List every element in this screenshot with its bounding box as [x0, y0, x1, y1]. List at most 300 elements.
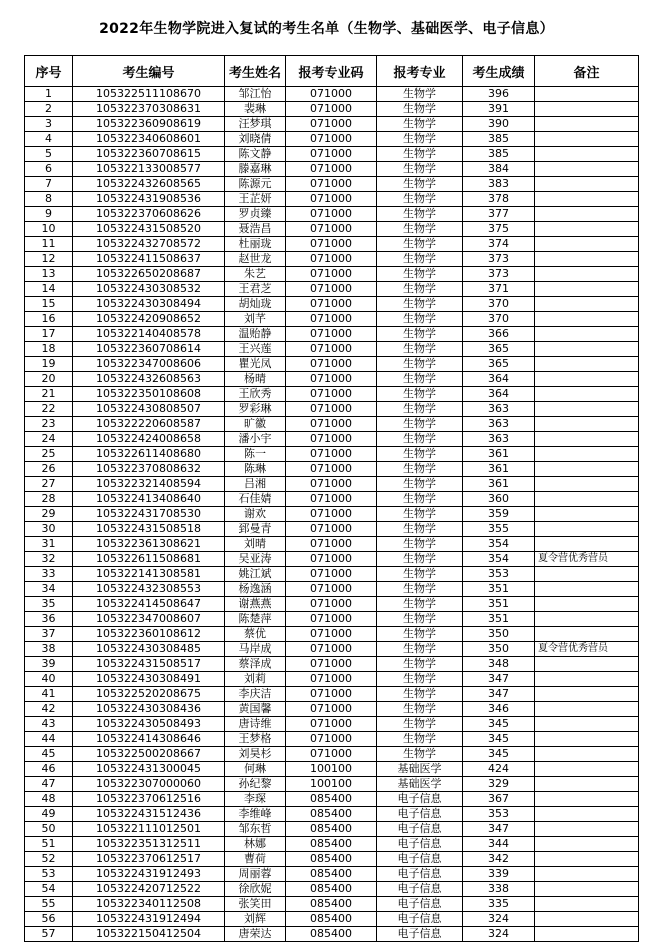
cell-major: 生物学	[377, 117, 463, 132]
cell-major-code: 071000	[286, 432, 377, 447]
table-row	[25, 597, 639, 612]
cell-major: 电子信息	[377, 927, 463, 942]
cell-score: 396	[463, 87, 535, 102]
cell-index: 19	[25, 357, 73, 372]
cell-score: 335	[463, 897, 535, 912]
cell-major-code: 071000	[286, 237, 377, 252]
cell-score: 351	[463, 612, 535, 627]
cell-candidate-id: 105322340112508	[73, 897, 225, 912]
cell-major: 生物学	[377, 507, 463, 522]
cell-name: 孙纪黎	[225, 777, 286, 792]
cell-index: 29	[25, 507, 73, 522]
cell-note	[535, 882, 639, 897]
cell-candidate-id: 105322431508520	[73, 222, 225, 237]
cell-score: 345	[463, 747, 535, 762]
cell-note	[535, 222, 639, 237]
cell-note	[535, 102, 639, 117]
table-row	[25, 822, 639, 837]
cell-score: 361	[463, 462, 535, 477]
cell-major-code: 085400	[286, 912, 377, 927]
cell-name: 杨晴	[225, 372, 286, 387]
table-row	[25, 507, 639, 522]
cell-note	[535, 717, 639, 732]
cell-name: 王君芝	[225, 282, 286, 297]
table-row	[25, 897, 639, 912]
cell-name: 谢欢	[225, 507, 286, 522]
cell-major: 生物学	[377, 297, 463, 312]
table-row	[25, 717, 639, 732]
cell-name: 滕嘉琳	[225, 162, 286, 177]
cell-major: 生物学	[377, 342, 463, 357]
cell-major: 生物学	[377, 132, 463, 147]
cell-index: 25	[25, 447, 73, 462]
cell-major: 生物学	[377, 567, 463, 582]
cell-score: 390	[463, 117, 535, 132]
cell-name: 胡灿珑	[225, 297, 286, 312]
cell-name: 罗贞臻	[225, 207, 286, 222]
cell-note	[535, 747, 639, 762]
cell-index: 28	[25, 492, 73, 507]
cell-major-code: 071000	[286, 687, 377, 702]
cell-note	[535, 252, 639, 267]
cell-major-code: 071000	[286, 312, 377, 327]
cell-name: 杜丽珑	[225, 237, 286, 252]
cell-candidate-id: 105322360708615	[73, 147, 225, 162]
table-row	[25, 927, 639, 942]
cell-note	[535, 612, 639, 627]
header-candidate-id: 考生编号	[73, 56, 225, 87]
cell-major: 生物学	[377, 372, 463, 387]
cell-name: 聂浩昌	[225, 222, 286, 237]
cell-major: 生物学	[377, 87, 463, 102]
cell-note	[535, 897, 639, 912]
cell-major-code: 071000	[286, 537, 377, 552]
cell-score: 365	[463, 342, 535, 357]
cell-index: 22	[25, 402, 73, 417]
cell-index: 24	[25, 432, 73, 447]
cell-score: 338	[463, 882, 535, 897]
cell-index: 12	[25, 252, 73, 267]
cell-index: 52	[25, 852, 73, 867]
cell-note	[535, 462, 639, 477]
cell-score: 377	[463, 207, 535, 222]
table-row	[25, 642, 639, 657]
cell-name: 石佳婧	[225, 492, 286, 507]
cell-index: 54	[25, 882, 73, 897]
table-row	[25, 552, 639, 567]
cell-candidate-id: 105322431912493	[73, 867, 225, 882]
cell-note	[535, 582, 639, 597]
cell-note	[535, 507, 639, 522]
cell-name: 马岸成	[225, 642, 286, 657]
cell-name: 郅曼青	[225, 522, 286, 537]
table-row	[25, 762, 639, 777]
cell-candidate-id: 105322431508518	[73, 522, 225, 537]
cell-index: 44	[25, 732, 73, 747]
cell-index: 20	[25, 372, 73, 387]
cell-note: 夏令营优秀营员	[535, 552, 639, 567]
cell-major: 电子信息	[377, 852, 463, 867]
table-row	[25, 537, 639, 552]
cell-index: 31	[25, 537, 73, 552]
cell-note	[535, 162, 639, 177]
cell-name: 唐诗维	[225, 717, 286, 732]
cell-major-code: 071000	[286, 747, 377, 762]
cell-candidate-id: 105322432608563	[73, 372, 225, 387]
cell-name: 曹荷	[225, 852, 286, 867]
cell-index: 41	[25, 687, 73, 702]
cell-note	[535, 492, 639, 507]
table-row	[25, 687, 639, 702]
cell-candidate-id: 105322361308621	[73, 537, 225, 552]
cell-candidate-id: 105322370808632	[73, 462, 225, 477]
cell-major: 生物学	[377, 237, 463, 252]
cell-note	[535, 447, 639, 462]
cell-note	[535, 132, 639, 147]
cell-index: 10	[25, 222, 73, 237]
cell-score: 345	[463, 717, 535, 732]
cell-score: 345	[463, 732, 535, 747]
cell-score: 365	[463, 357, 535, 372]
cell-major-code: 100100	[286, 762, 377, 777]
cell-candidate-id: 105322370612517	[73, 852, 225, 867]
cell-major: 生物学	[377, 387, 463, 402]
cell-note	[535, 762, 639, 777]
cell-major: 基础医学	[377, 777, 463, 792]
cell-major-code: 071000	[286, 267, 377, 282]
cell-major: 生物学	[377, 282, 463, 297]
cell-candidate-id: 105322111012501	[73, 822, 225, 837]
cell-candidate-id: 105322414508647	[73, 597, 225, 612]
cell-score: 363	[463, 402, 535, 417]
cell-index: 13	[25, 267, 73, 282]
cell-major-code: 085400	[286, 792, 377, 807]
cell-index: 36	[25, 612, 73, 627]
cell-score: 364	[463, 387, 535, 402]
cell-score: 384	[463, 162, 535, 177]
cell-score: 354	[463, 537, 535, 552]
cell-candidate-id: 105322360108612	[73, 627, 225, 642]
cell-major-code: 085400	[286, 807, 377, 822]
cell-major: 生物学	[377, 657, 463, 672]
cell-note	[535, 537, 639, 552]
cell-major: 生物学	[377, 462, 463, 477]
cell-note	[535, 207, 639, 222]
cell-index: 6	[25, 162, 73, 177]
cell-note	[535, 282, 639, 297]
cell-score: 361	[463, 447, 535, 462]
cell-index: 50	[25, 822, 73, 837]
table-row	[25, 882, 639, 897]
cell-note	[535, 627, 639, 642]
cell-index: 43	[25, 717, 73, 732]
cell-major-code: 071000	[286, 252, 377, 267]
cell-index: 38	[25, 642, 73, 657]
cell-major-code: 071000	[286, 207, 377, 222]
table-row	[25, 672, 639, 687]
cell-name: 刘莉	[225, 672, 286, 687]
cell-score: 344	[463, 837, 535, 852]
cell-note	[535, 477, 639, 492]
cell-major-code: 071000	[286, 657, 377, 672]
cell-major-code: 071000	[286, 357, 377, 372]
cell-note	[535, 927, 639, 942]
cell-candidate-id: 105322340608601	[73, 132, 225, 147]
cell-major: 生物学	[377, 162, 463, 177]
cell-major: 生物学	[377, 312, 463, 327]
cell-index: 39	[25, 657, 73, 672]
cell-score: 385	[463, 132, 535, 147]
header-index: 序号	[25, 56, 73, 87]
cell-candidate-id: 105322430308436	[73, 702, 225, 717]
table-row	[25, 177, 639, 192]
cell-score: 360	[463, 492, 535, 507]
table-row	[25, 162, 639, 177]
cell-major: 生物学	[377, 597, 463, 612]
cell-major-code: 085400	[286, 867, 377, 882]
cell-score: 329	[463, 777, 535, 792]
cell-index: 2	[25, 102, 73, 117]
cell-note	[535, 837, 639, 852]
cell-note	[535, 402, 639, 417]
table-row	[25, 222, 639, 237]
cell-candidate-id: 105322431912494	[73, 912, 225, 927]
cell-candidate-id: 105322650208687	[73, 267, 225, 282]
cell-note	[535, 732, 639, 747]
cell-major-code: 085400	[286, 927, 377, 942]
cell-note	[535, 672, 639, 687]
cell-index: 51	[25, 837, 73, 852]
cell-major-code: 071000	[286, 717, 377, 732]
cell-index: 7	[25, 177, 73, 192]
cell-score: 355	[463, 522, 535, 537]
cell-name: 裴琳	[225, 102, 286, 117]
cell-score: 371	[463, 282, 535, 297]
cell-note	[535, 687, 639, 702]
cell-major-code: 071000	[286, 597, 377, 612]
cell-candidate-id: 105322511108670	[73, 87, 225, 102]
cell-index: 1	[25, 87, 73, 102]
cell-major-code: 071000	[286, 462, 377, 477]
cell-name: 张笑田	[225, 897, 286, 912]
table-row	[25, 297, 639, 312]
cell-name: 谢燕燕	[225, 597, 286, 612]
table-row	[25, 432, 639, 447]
table-row	[25, 192, 639, 207]
cell-score: 370	[463, 312, 535, 327]
cell-major: 生物学	[377, 612, 463, 627]
cell-candidate-id: 105322150412504	[73, 927, 225, 942]
cell-major: 生物学	[377, 327, 463, 342]
table-row	[25, 582, 639, 597]
cell-index: 30	[25, 522, 73, 537]
cell-major: 生物学	[377, 687, 463, 702]
cell-major-code: 071000	[286, 222, 377, 237]
cell-major-code: 071000	[286, 177, 377, 192]
cell-index: 18	[25, 342, 73, 357]
cell-candidate-id: 105322351312511	[73, 837, 225, 852]
cell-candidate-id: 105322140408578	[73, 327, 225, 342]
cell-major-code: 071000	[286, 567, 377, 582]
cell-major-code: 071000	[286, 552, 377, 567]
cell-candidate-id: 105322431708530	[73, 507, 225, 522]
cell-note	[535, 387, 639, 402]
cell-score: 370	[463, 297, 535, 312]
cell-candidate-id: 105322350108608	[73, 387, 225, 402]
cell-score: 324	[463, 927, 535, 942]
table-row	[25, 657, 639, 672]
cell-candidate-id: 105322430308532	[73, 282, 225, 297]
table-row	[25, 732, 639, 747]
cell-name: 温贻静	[225, 327, 286, 342]
table-row	[25, 87, 639, 102]
cell-candidate-id: 105322430508493	[73, 717, 225, 732]
cell-candidate-id: 105322220608587	[73, 417, 225, 432]
table-row	[25, 207, 639, 222]
table-row	[25, 567, 639, 582]
cell-score: 347	[463, 687, 535, 702]
cell-candidate-id: 105322430308491	[73, 672, 225, 687]
cell-name: 刘昊杉	[225, 747, 286, 762]
cell-major: 生物学	[377, 717, 463, 732]
cell-major: 生物学	[377, 252, 463, 267]
cell-major: 电子信息	[377, 837, 463, 852]
cell-score: 363	[463, 432, 535, 447]
cell-name: 李维峰	[225, 807, 286, 822]
cell-name: 吕湘	[225, 477, 286, 492]
cell-index: 9	[25, 207, 73, 222]
candidate-table	[24, 55, 639, 942]
cell-major: 生物学	[377, 207, 463, 222]
cell-index: 4	[25, 132, 73, 147]
cell-major: 生物学	[377, 402, 463, 417]
cell-major-code: 071000	[286, 627, 377, 642]
cell-index: 40	[25, 672, 73, 687]
cell-name: 汪梦琪	[225, 117, 286, 132]
cell-note	[535, 417, 639, 432]
cell-name: 吴亚涛	[225, 552, 286, 567]
cell-index: 23	[25, 417, 73, 432]
cell-index: 27	[25, 477, 73, 492]
cell-note	[535, 297, 639, 312]
cell-candidate-id: 105322432308553	[73, 582, 225, 597]
cell-candidate-id: 105322500208667	[73, 747, 225, 762]
cell-major: 生物学	[377, 432, 463, 447]
cell-major-code: 071000	[286, 672, 377, 687]
cell-note	[535, 912, 639, 927]
cell-major: 生物学	[377, 417, 463, 432]
cell-candidate-id: 105322432708572	[73, 237, 225, 252]
cell-index: 35	[25, 597, 73, 612]
cell-candidate-id: 105322420712522	[73, 882, 225, 897]
table-row	[25, 522, 639, 537]
cell-score: 324	[463, 912, 535, 927]
cell-major-code: 071000	[286, 87, 377, 102]
cell-major-code: 071000	[286, 147, 377, 162]
cell-major: 电子信息	[377, 882, 463, 897]
cell-candidate-id: 105322370308631	[73, 102, 225, 117]
cell-name: 李庆洁	[225, 687, 286, 702]
cell-candidate-id: 105322141308581	[73, 567, 225, 582]
cell-name: 旷徽	[225, 417, 286, 432]
cell-major-code: 071000	[286, 582, 377, 597]
cell-major-code: 071000	[286, 642, 377, 657]
cell-index: 46	[25, 762, 73, 777]
cell-name: 瞿光凤	[225, 357, 286, 372]
cell-score: 351	[463, 597, 535, 612]
page-title: 2022年生物学院进入复试的考生名单（生物学、基础医学、电子信息）	[99, 21, 554, 37]
cell-major-code: 071000	[286, 702, 377, 717]
cell-name: 王芷妍	[225, 192, 286, 207]
cell-major: 基础医学	[377, 762, 463, 777]
cell-score: 347	[463, 672, 535, 687]
cell-score: 354	[463, 552, 535, 567]
cell-name: 王梦格	[225, 732, 286, 747]
cell-name: 杨逸涵	[225, 582, 286, 597]
cell-major: 电子信息	[377, 822, 463, 837]
table-row	[25, 357, 639, 372]
cell-note	[535, 312, 639, 327]
cell-major: 生物学	[377, 732, 463, 747]
table-row	[25, 912, 639, 927]
cell-major-code: 071000	[286, 387, 377, 402]
cell-major-code: 085400	[286, 852, 377, 867]
cell-candidate-id: 105322431300045	[73, 762, 225, 777]
cell-score: 364	[463, 372, 535, 387]
cell-major-code: 071000	[286, 342, 377, 357]
cell-note: 夏令营优秀营员	[535, 642, 639, 657]
cell-major: 生物学	[377, 492, 463, 507]
header-row	[25, 56, 639, 87]
cell-major-code: 071000	[286, 192, 377, 207]
cell-major-code: 071000	[286, 282, 377, 297]
cell-name: 黄国馨	[225, 702, 286, 717]
cell-candidate-id: 105322370612516	[73, 792, 225, 807]
table-row	[25, 447, 639, 462]
cell-major-code: 071000	[286, 327, 377, 342]
cell-note	[535, 867, 639, 882]
cell-note	[535, 87, 639, 102]
cell-candidate-id: 105322611508681	[73, 552, 225, 567]
cell-major-code: 071000	[286, 507, 377, 522]
cell-note	[535, 267, 639, 282]
cell-score: 359	[463, 507, 535, 522]
cell-major: 生物学	[377, 267, 463, 282]
cell-note	[535, 192, 639, 207]
table-row	[25, 387, 639, 402]
cell-candidate-id: 105322414308646	[73, 732, 225, 747]
cell-name: 朱艺	[225, 267, 286, 282]
cell-candidate-id: 105322347008607	[73, 612, 225, 627]
cell-major: 生物学	[377, 552, 463, 567]
table-row	[25, 327, 639, 342]
header-name: 考生姓名	[225, 56, 286, 87]
cell-major: 电子信息	[377, 807, 463, 822]
cell-major-code: 071000	[286, 162, 377, 177]
cell-index: 11	[25, 237, 73, 252]
cell-name: 陈文静	[225, 147, 286, 162]
cell-major: 电子信息	[377, 867, 463, 882]
cell-candidate-id: 105322520208675	[73, 687, 225, 702]
cell-note	[535, 822, 639, 837]
cell-candidate-id: 105322133008577	[73, 162, 225, 177]
cell-name: 罗彩琳	[225, 402, 286, 417]
cell-major: 电子信息	[377, 912, 463, 927]
cell-name: 周丽蓉	[225, 867, 286, 882]
cell-major: 生物学	[377, 582, 463, 597]
cell-candidate-id: 105322370608626	[73, 207, 225, 222]
cell-note	[535, 567, 639, 582]
